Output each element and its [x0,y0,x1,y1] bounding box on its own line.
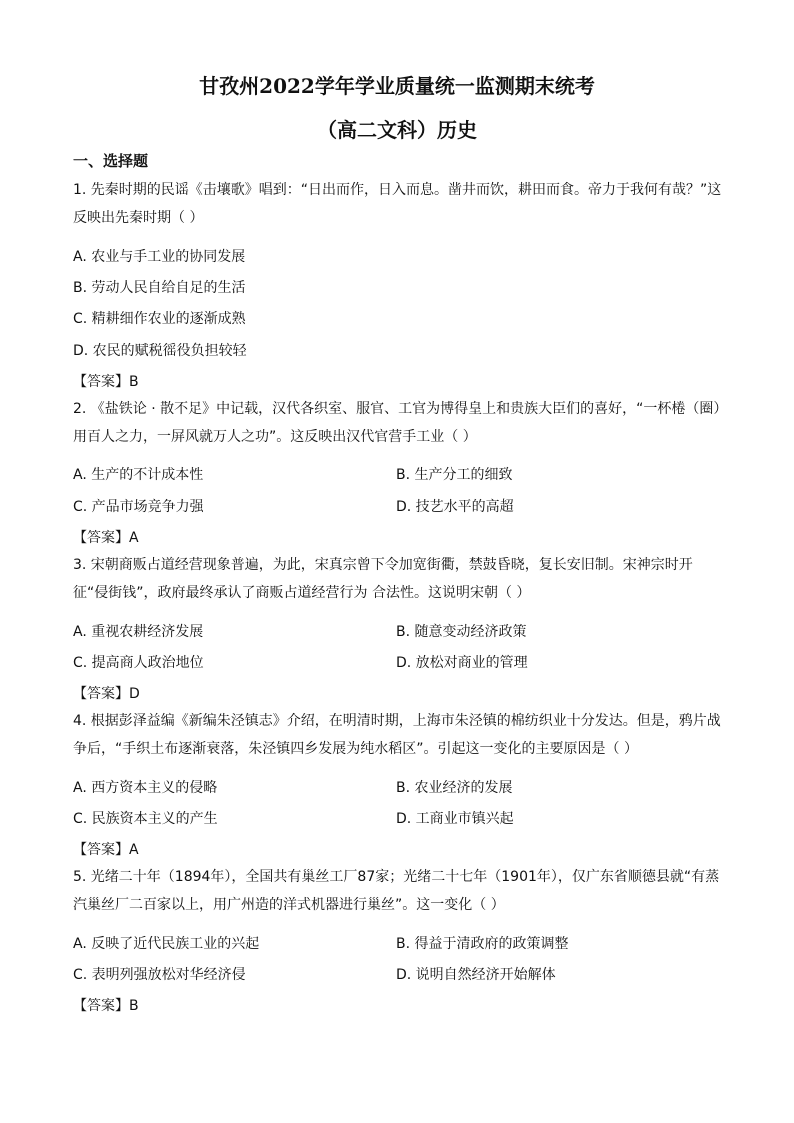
question-5-option-b: B. 得益于清政府的政策调整 [396,936,569,952]
section-heading: 一、选择题 [73,152,149,170]
question-4-option-d: D. 工商业市镇兴起 [396,811,514,827]
question-1-answer [73,371,139,391]
question-4-stem: 4. 根据彭泽益编《新编朱泾镇志》介绍，在明清时期，上海市朱泾镇的棉纺织业十分发达。但是，鸦片战争后，“手织土布逐渐衰落，朱泾镇四乡发展为纯水稻区”。引起这一变化的主要原因是（ ） [73,713,721,757]
document-subtitle: （高二文科）历史 [317,118,477,142]
question-1-option-c: C. 精耕细作农业的逐渐成熟 [73,311,246,327]
answer-label: 【答案】 [73,530,129,546]
question-3-answer [73,683,140,703]
question-5-option-c: C. 表明列强放松对华经济侵 [73,967,246,983]
question-2-option-c: C. 产品市场竞争力强 [73,499,204,515]
question-2-stem: 2. 《盐铁论 · 散不足》中记载，汉代各织室、服官、工官为博得皇上和贵族大臣们的喜好，“一杯棬（圈）用百人之力，一屏风就万人之功”。这反映出汉代官营手工业（ ） [73,401,721,445]
answer-label: 【答案】 [73,998,129,1014]
answer-label: 【答案】 [73,842,129,858]
answer-value: B [129,998,139,1014]
question-5-stem: 5. 光绪二十年（1894年），全国共有巢丝工厂87家；光绪二十七年（1901年），仅广东省顺德县就“有蒸汽巢丝厂二百家以上，用广州造的洋式机器进行巢丝”。这一变化（ ） [73,869,720,913]
question-1-option-d: D. 农民的赋税徭役负担较轻 [73,343,247,359]
question-2-option-d: D. 技艺水平的高超 [396,499,514,515]
question-5-option-a: A. 反映了近代民族工业的兴起 [73,936,260,952]
question-3-stem: 3. 宋朝商贩占道经营现象普遍，为此，宋真宗曾下令加宽街衢，禁鼓昏晓，复长安旧制。宋神宗时开征“侵街钱”，政府最终承认了商贩占道经营行为 合法性。这说明宋朝（ ） [73,557,693,601]
question-3-option-b: B. 随意变动经济政策 [396,624,527,640]
question-1-option-b: B. 劳动人民自给自足的生活 [73,280,246,296]
question-5-answer [73,995,139,1015]
question-5-option-d: D. 说明自然经济开始解体 [396,967,556,983]
question-4-option-a: A. 西方资本主义的侵略 [73,780,218,796]
question-3-option-c: C. 提高商人政治地位 [73,655,204,671]
question-4-option-b: B. 农业经济的发展 [396,780,513,796]
answer-value: D [129,686,140,702]
answer-value: B [129,374,139,390]
question-2-option-a: A. 生产的不计成本性 [73,467,204,483]
question-3-option-d: D. 放松对商业的管理 [396,655,528,671]
question-4-answer [73,839,139,859]
question-2-answer [73,527,139,547]
question-4-option-c: C. 民族资本主义的产生 [73,811,218,827]
answer-value: A [129,842,139,858]
question-1-option-a: A. 农业与手工业的协同发展 [73,249,246,265]
answer-label: 【答案】 [73,374,129,390]
question-2-option-b: B. 生产分工的细致 [396,467,513,483]
question-3-option-a: A. 重视农耕经济发展 [73,624,204,640]
document-title: 甘孜州2022学年学业质量统一监测期末统考 [199,74,595,98]
answer-label: 【答案】 [73,686,129,702]
answer-value: A [129,530,139,546]
question-1-stem: 1. 先秦时期的民谣《击壤歌》唱到：“日出而作，日入而息。凿井而饮，耕田而食。帝力于我何有哉？”这反映出先秦时期（ ） [73,182,722,226]
